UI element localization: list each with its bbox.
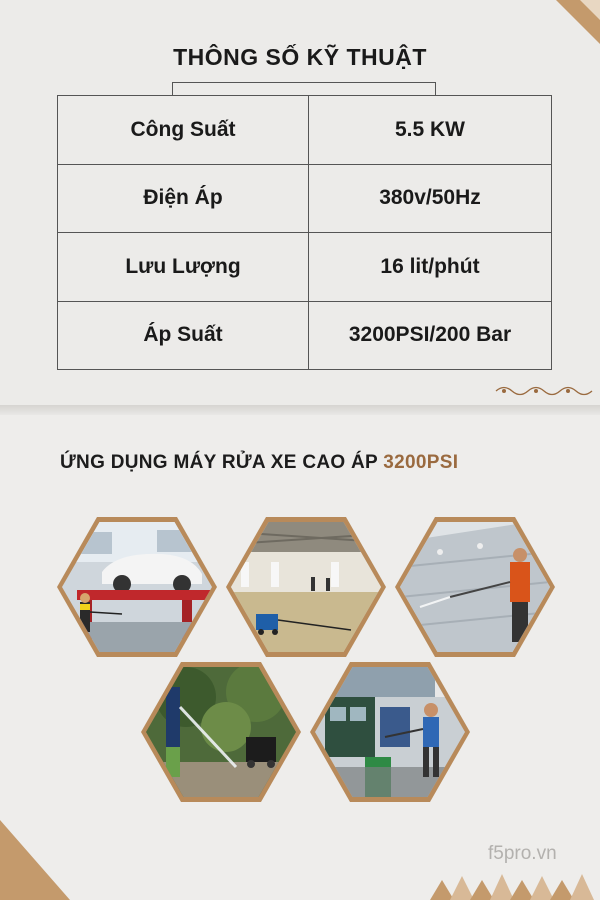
triangle-pattern-decoration <box>430 866 600 900</box>
corner-triangle-decoration-bottom <box>0 820 70 900</box>
table-row <box>58 164 552 233</box>
table-row <box>58 301 552 370</box>
spec-value: 16 lit/phút <box>309 233 552 302</box>
title-bracket-line <box>172 82 436 95</box>
ornament-divider-icon <box>494 382 594 400</box>
spec-value: 3200PSI/200 Bar <box>309 301 552 370</box>
application-title <box>60 452 458 474</box>
application-title-main: ỨNG DỤNG MÁY RỬA XE CAO ÁP <box>60 452 378 473</box>
spec-value: 5.5 KW <box>309 96 552 165</box>
section-divider <box>0 405 600 415</box>
table-row <box>58 233 552 302</box>
table-row <box>58 96 552 165</box>
spec-value: 380v/50Hz <box>309 164 552 233</box>
spec-table <box>57 95 552 370</box>
application-section-background <box>0 415 600 900</box>
spec-label: Công Suất <box>58 96 309 165</box>
application-title-accent: 3200PSI <box>383 452 459 473</box>
spec-title: THÔNG SỐ KỸ THUẬT <box>173 44 427 70</box>
spec-label: Lưu Lượng <box>58 233 309 302</box>
watermark: f5pro.vn <box>488 843 557 864</box>
corner-triangle-highlight <box>580 0 600 20</box>
spec-label: Áp Suất <box>58 301 309 370</box>
spec-label: Điện Áp <box>58 164 309 233</box>
